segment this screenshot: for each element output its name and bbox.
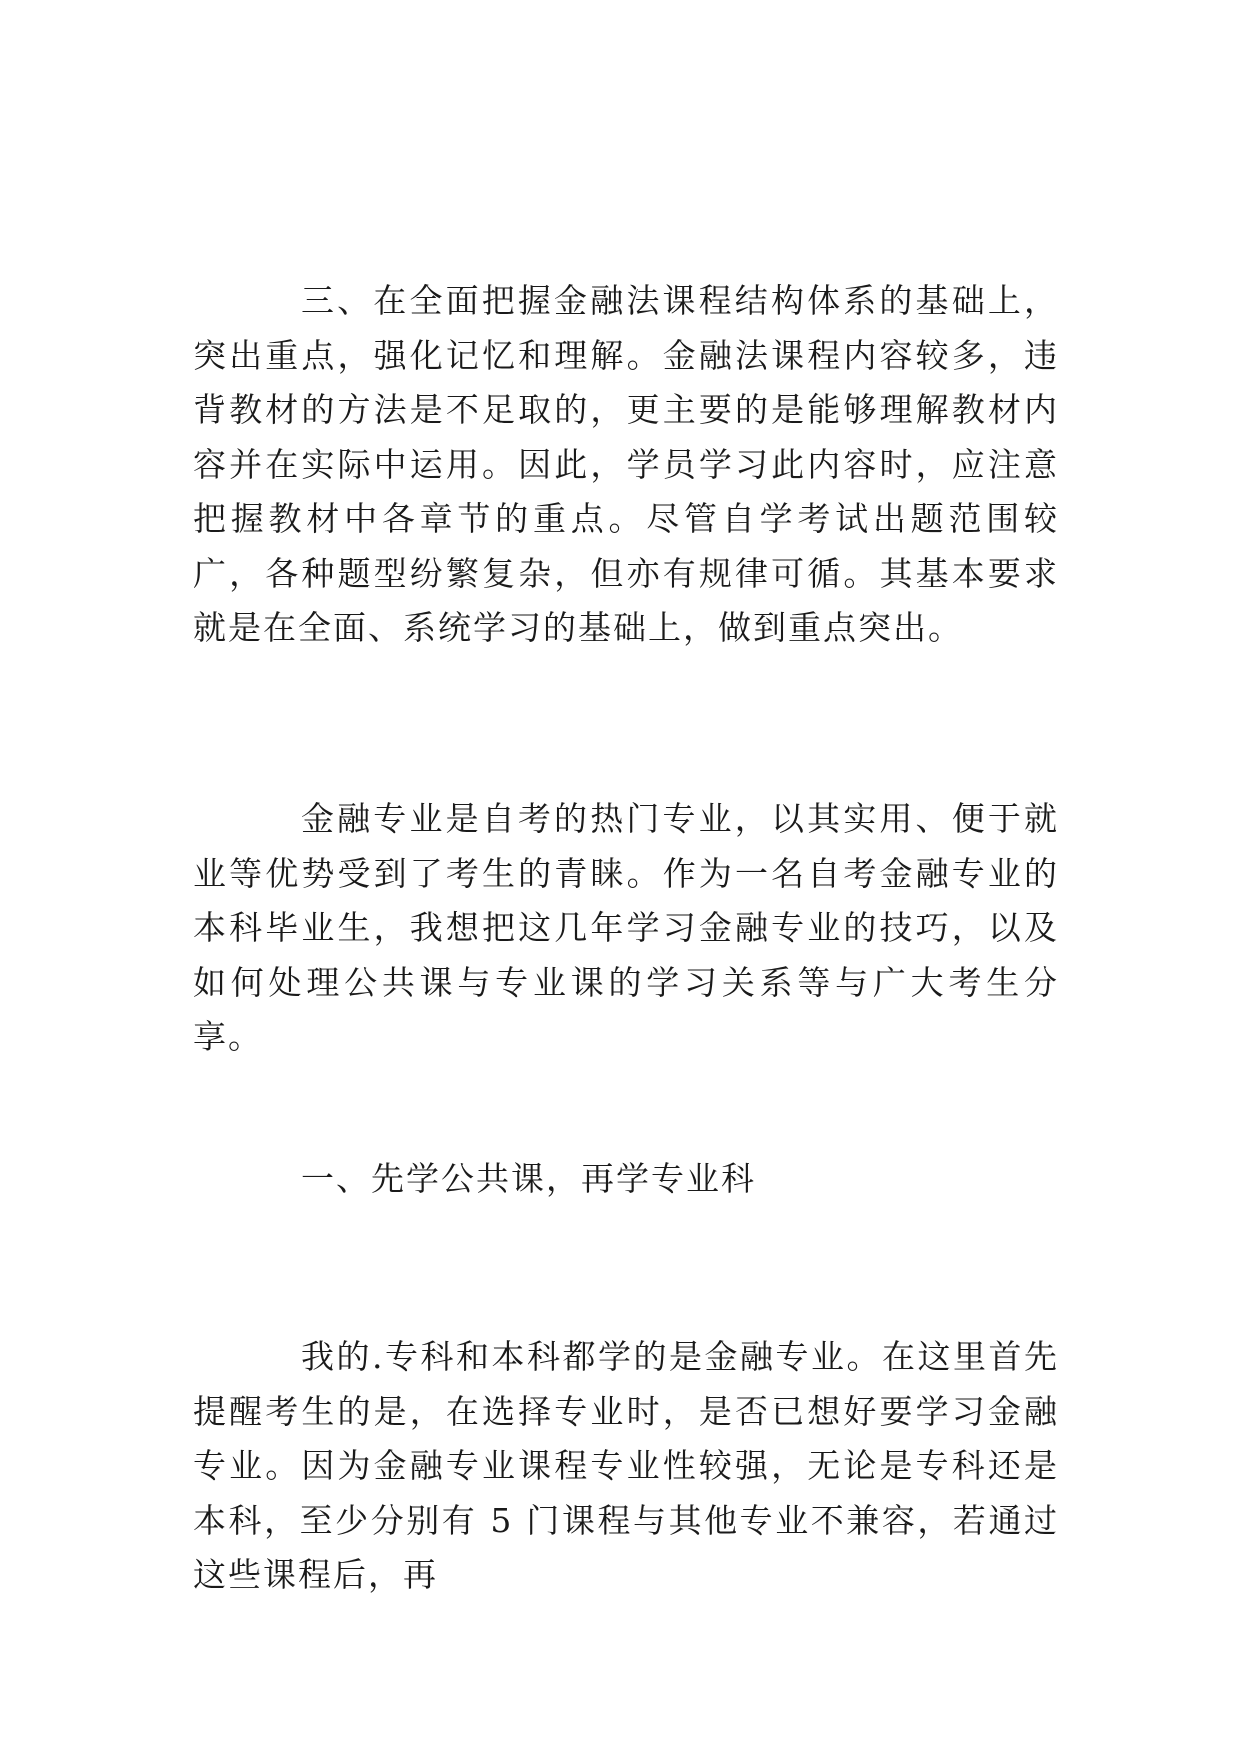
section-heading-public-courses-first: 一、先学公共课，再学专业科	[301, 1159, 756, 1198]
paragraph-personal-experience: 我的.专科和本科都学的是金融专业。在这里首先提醒考生的是，在选择专业时，是否已想好要学习金融专业。因为金融专业课程专业性较强，无论是专科还是本科，至少分别有 5 门课程与其他专业不兼容，若通过这些课程后，再	[193, 1337, 1059, 1594]
paragraph-course-structure: 三、在全面把握金融法课程结构体系的基础上，突出重点，强化记忆和理解。金融法课程内容较多，违背教材的方法是不足取的，更主要的是能够理解教材内容并在实际中运用。因此，学员学习此内容时，应注意把握教材中各章节的重点。尽管自学考试出题范围较广，各种题型纷繁复杂，但亦有规律可循。其基本要求就是在全面、系统学习的基础上，做到重点突出。	[193, 281, 1059, 647]
paragraph-finance-major-intro: 金融专业是自考的热门专业，以其实用、便于就业等优势受到了考生的青睐。作为一名自考金融专业的本科毕业生，我想把这几年学习金融专业的技巧，以及如何处理公共课与专业课的学习关系等与广大考生分享。	[193, 799, 1059, 1056]
